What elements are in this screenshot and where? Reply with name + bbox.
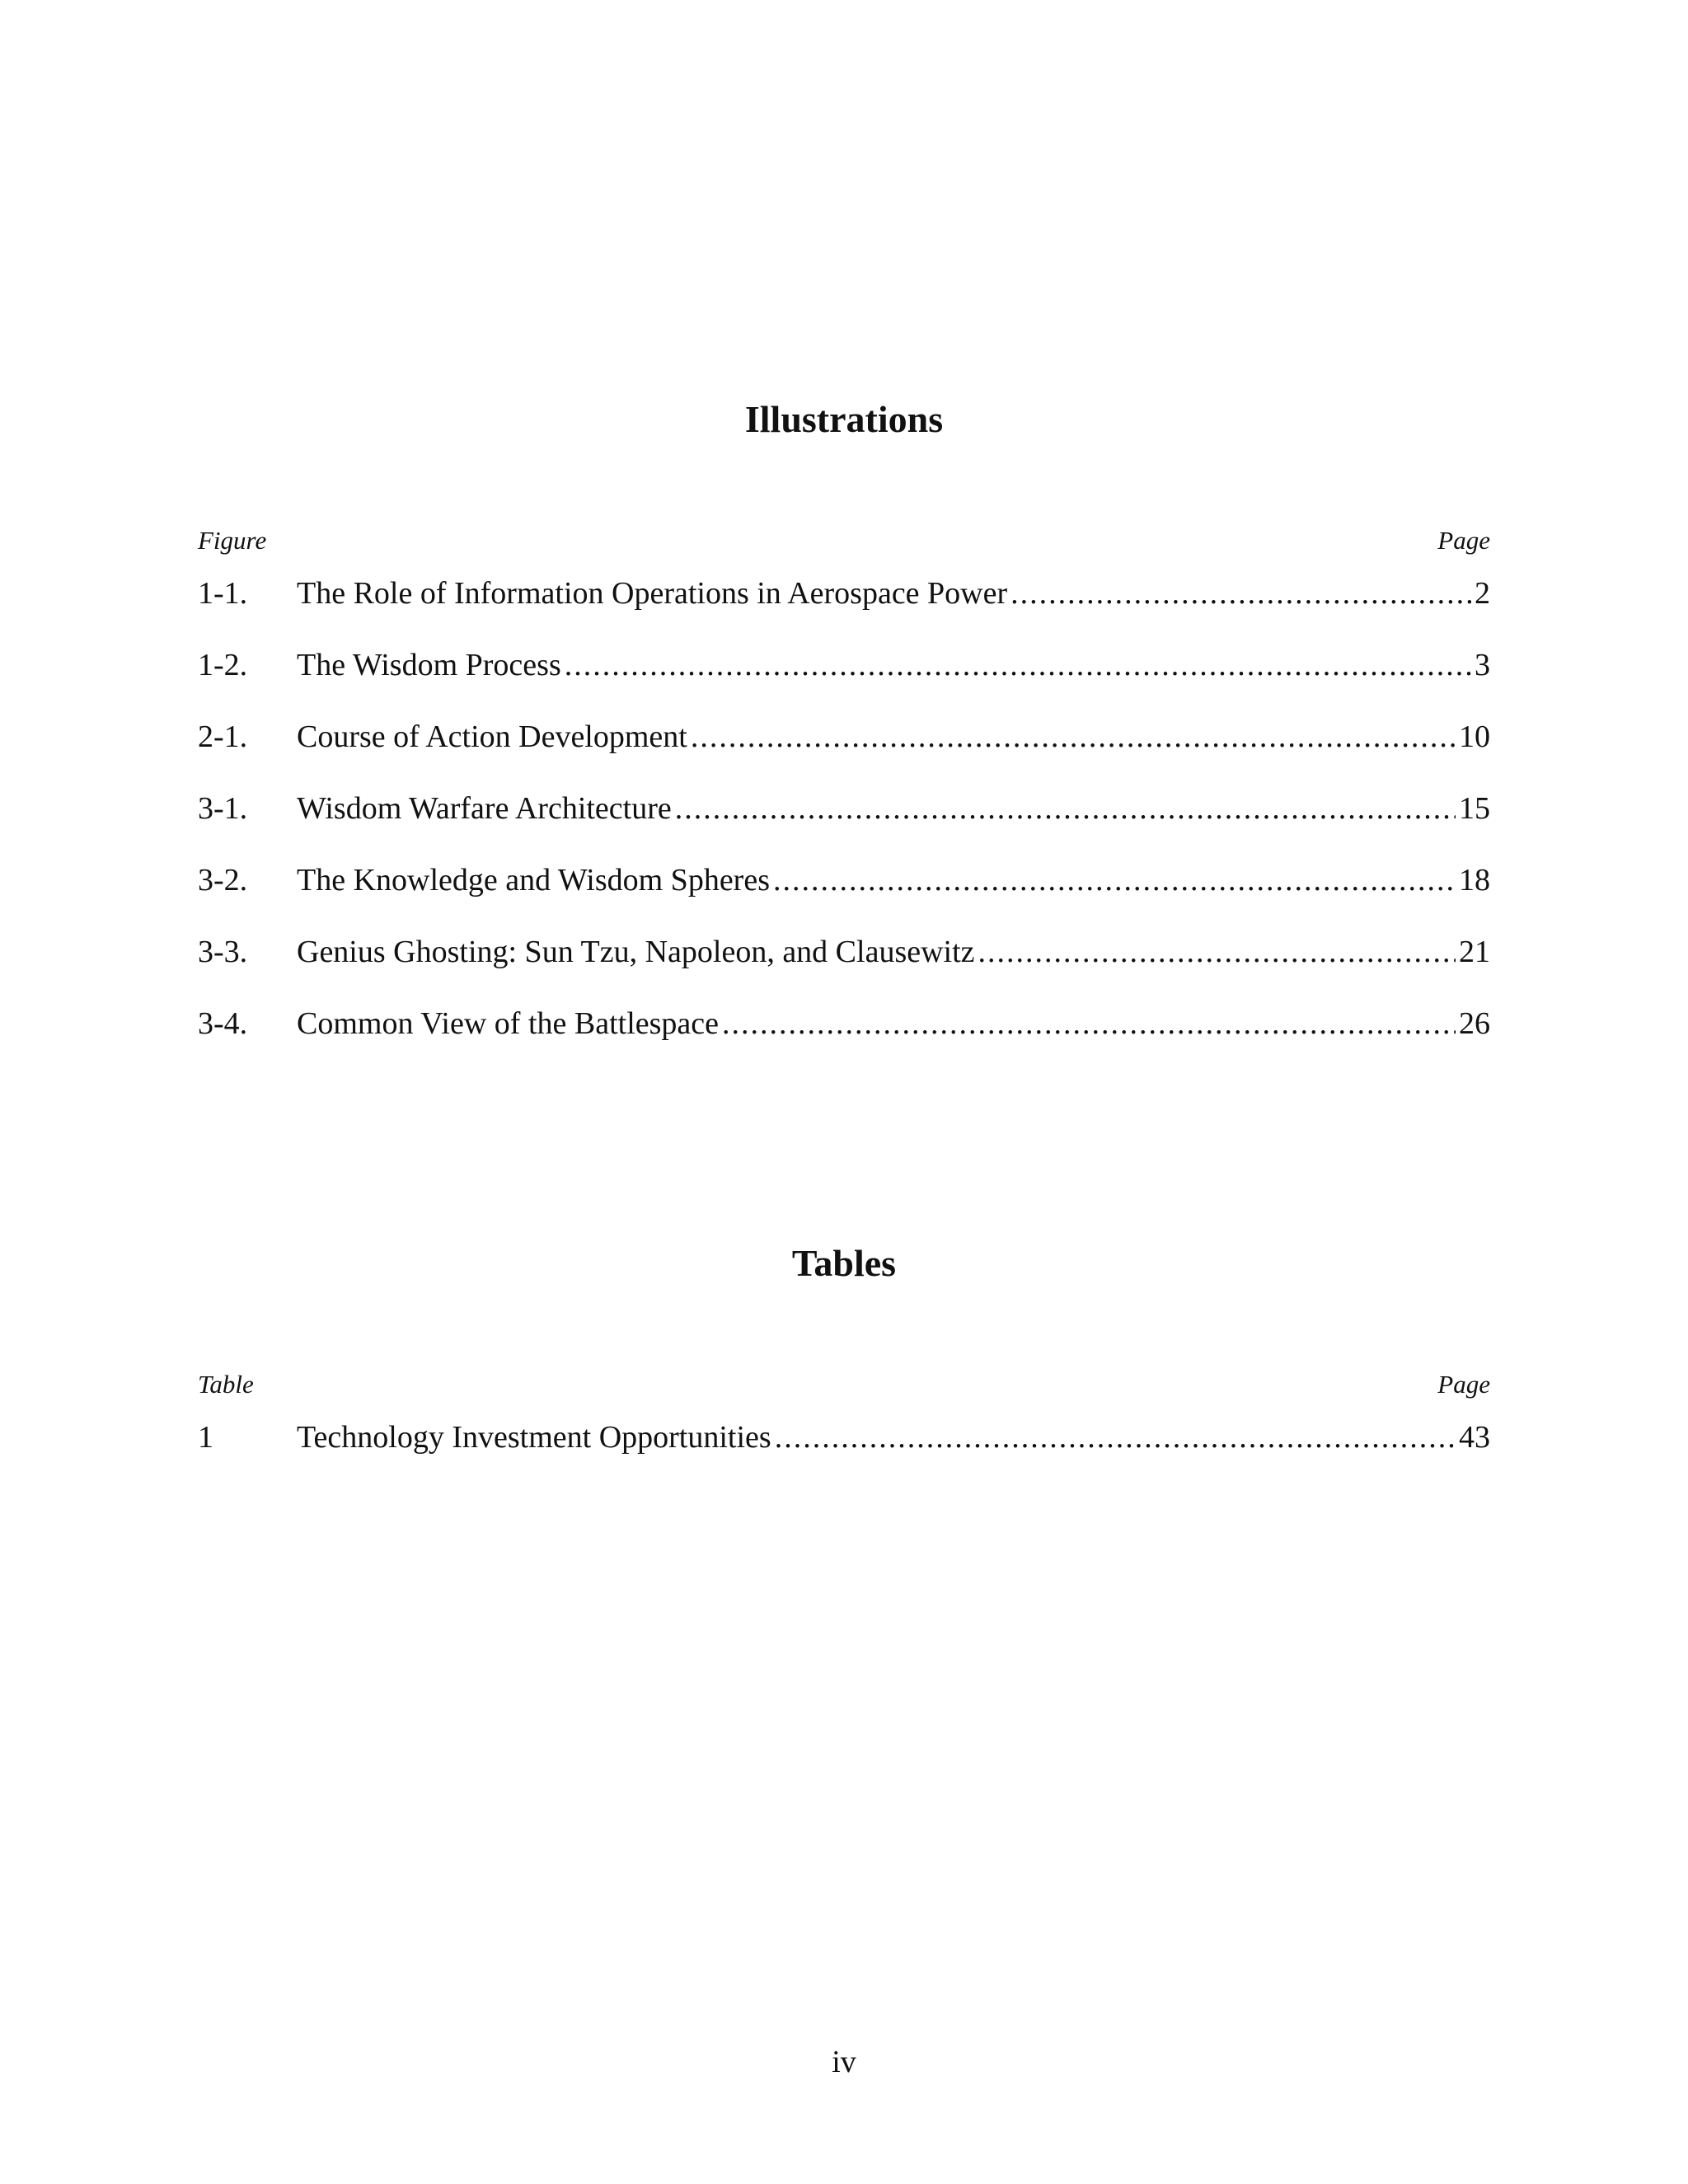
entry-number: 3-4. xyxy=(198,1006,248,1041)
entry-number: 2-1. xyxy=(198,719,248,754)
dot-leader xyxy=(773,865,1456,896)
entry-page: 18 xyxy=(1459,863,1490,898)
entry-title: Common View of the Battlespace xyxy=(297,1006,720,1041)
entry-number: 1 xyxy=(198,1420,213,1455)
entry-page: 15 xyxy=(1459,791,1490,826)
entry-number: 3-2. xyxy=(198,863,248,898)
dot-leader xyxy=(775,1422,1456,1453)
entry-page: 2 xyxy=(1475,576,1490,611)
table-column-label: Table xyxy=(198,1370,254,1399)
toc-entry[interactable] xyxy=(198,793,1490,865)
toc-entry[interactable] xyxy=(198,865,1490,936)
page-number: iv xyxy=(832,2045,856,2079)
entry-page: 21 xyxy=(1459,935,1490,969)
entry-title: The Role of Information Operations in Aerospace Power xyxy=(297,576,1008,611)
entry-title: Course of Action Development xyxy=(297,719,687,754)
toc-entry[interactable] xyxy=(198,649,1490,721)
toc-entry[interactable] xyxy=(198,1422,1490,1493)
entry-title: Wisdom Warfare Architecture xyxy=(297,791,672,826)
page-column-label: Page xyxy=(1437,1370,1490,1399)
dot-leader xyxy=(565,649,1471,681)
tables-heading: Tables xyxy=(791,1242,897,1284)
entry-page: 26 xyxy=(1459,1006,1490,1041)
dot-leader xyxy=(675,793,1456,824)
toc-entry[interactable] xyxy=(198,1008,1490,1080)
tables-section xyxy=(198,1244,1490,1493)
illustrations-section xyxy=(198,398,1490,1080)
entry-page: 3 xyxy=(1475,648,1490,682)
tables-column-header xyxy=(198,1371,1490,1397)
figure-column-label: Figure xyxy=(198,526,267,555)
entry-number: 1-2. xyxy=(198,648,248,682)
dot-leader xyxy=(691,721,1456,752)
illustrations-list xyxy=(198,578,1490,1080)
dot-leader xyxy=(722,1008,1456,1039)
dot-leader xyxy=(978,936,1456,968)
entry-number: 3-1. xyxy=(198,791,248,826)
entry-page: 43 xyxy=(1459,1420,1490,1455)
entry-number: 3-3. xyxy=(198,935,248,969)
toc-entry[interactable] xyxy=(198,578,1490,649)
page-column-label: Page xyxy=(1437,526,1490,555)
illustrations-column-header xyxy=(198,527,1490,553)
entry-title: The Wisdom Process xyxy=(297,648,561,682)
entry-title: The Knowledge and Wisdom Spheres xyxy=(297,863,770,898)
toc-entry[interactable] xyxy=(198,936,1490,1008)
illustrations-heading: Illustrations xyxy=(744,398,944,440)
entry-page: 10 xyxy=(1459,719,1490,754)
toc-entry[interactable] xyxy=(198,721,1490,793)
entry-title: Technology Investment Opportunities xyxy=(297,1420,771,1455)
tables-list xyxy=(198,1422,1490,1493)
entry-title: Genius Ghosting: Sun Tzu, Napoleon, and Clausewitz xyxy=(297,935,975,969)
entry-number: 1-1. xyxy=(198,576,248,611)
dot-leader xyxy=(1010,578,1471,609)
